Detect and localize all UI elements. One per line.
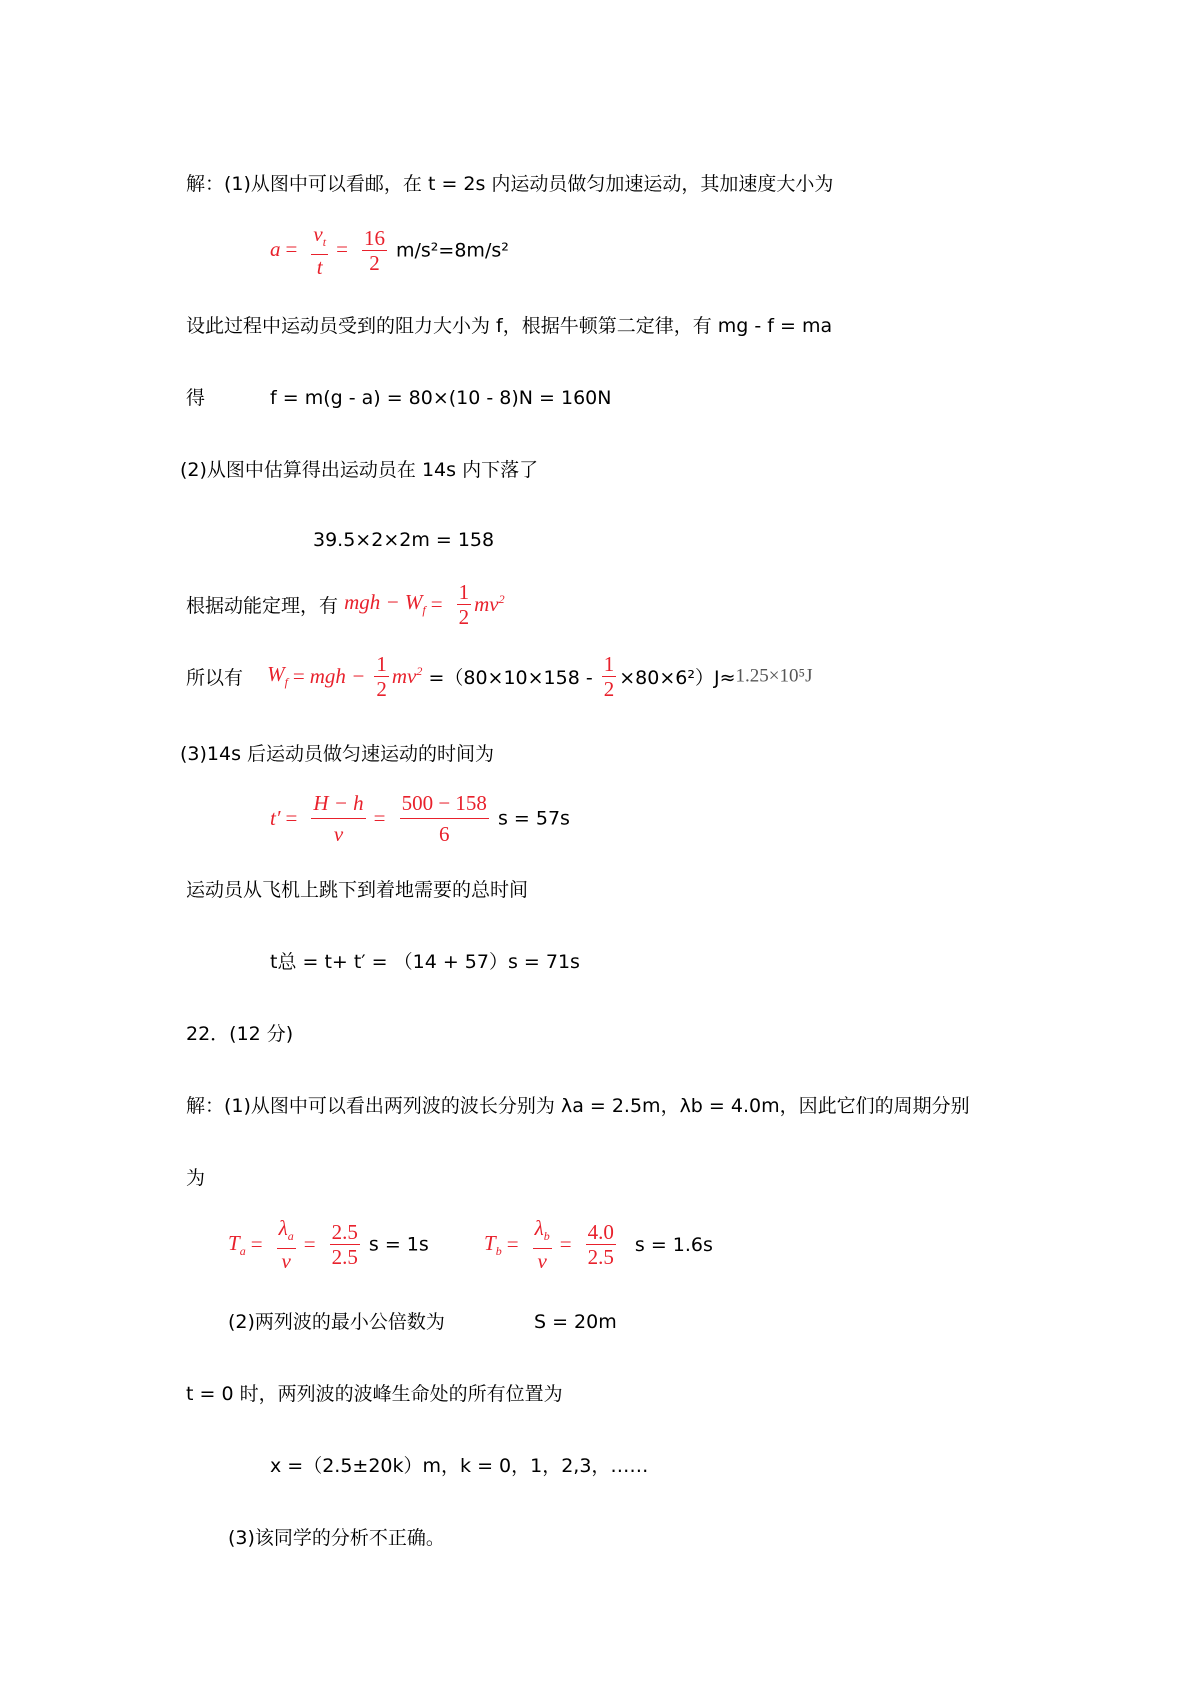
fraction-H-h-over-v: $\frac{H - h}{v}$ bbox=[311, 788, 365, 849]
symbol-a: a bbox=[270, 237, 281, 262]
Ta-result: s = 1s bbox=[368, 1233, 429, 1256]
q22-Tb-equation: $T_b$ = $\frac{\lambda_b}{v}$ = $\frac{4.0}{2.5}$ s = 1.6s bbox=[484, 1216, 713, 1274]
q21-part1-intro: 解：(1)从图中可以看邮，在 t = 2s 内运动员做匀加速运动，其加速度大小为 bbox=[186, 173, 834, 195]
q21-work-calculation: 所以有 $W_f$ = mgh − $\frac{1}{2}$ $mv^2 =(80\times 10\times 158$ - $\frac{1}{2}$ ×80×6²）J≈1.25×10⁵J bbox=[186, 652, 813, 701]
q22-peaks-text: t = 0 时，两列波的波峰生命处的所有位置为 bbox=[186, 1383, 563, 1405]
q22-Ta-equation: $T_a$ = $\frac{\lambda_a}{v}$ = $\frac{2.5}{2.5}$ s = 1s bbox=[228, 1216, 429, 1274]
q21-friction-result: f = m(g - a) = 80×(10 - 8)N = 160N bbox=[270, 387, 612, 409]
fraction-4.0-over-2.5: $\frac{4.0}{2.5}$ bbox=[587, 1220, 614, 1270]
theorem-label: 根据动能定理，有 bbox=[186, 595, 339, 617]
calc-part-b: ×80×6²）J≈ bbox=[619, 667, 736, 689]
fraction-half-3: $\frac{1}{2}$ bbox=[603, 652, 615, 701]
q21-total-time-intro: 运动员从飞机上跳下到着地需要的总时间 bbox=[186, 879, 529, 901]
q21-resistance-text: 设此过程中运动员受到的阻力大小为 f，根据牛顿第二定律，有 mg - f = ma bbox=[186, 315, 833, 337]
q21-time-equation: t′ = $\frac{H - h}{v}$ = $\frac{500 - 158}{6}$ s = 57s bbox=[270, 788, 570, 849]
fraction-half-2: $\frac{1}{2}$ bbox=[376, 652, 387, 701]
Tb-result: s = 1.6s bbox=[634, 1233, 713, 1256]
q21-energy-theorem: 根据动能定理，有 mgh − $W_f$ = $\frac{1}{2}$ $mv^2$ bbox=[186, 580, 505, 629]
q21-fall-height: 39.5×2×2m = 158 bbox=[313, 529, 495, 551]
q21-acceleration-equation: a = $\frac{v_t}{t}$ = $\frac{16}{2}$ m/s²=8m/s² bbox=[270, 222, 509, 280]
fraction-16-over-2: $\frac{16}{2}$ bbox=[363, 226, 385, 276]
q22-header: 22．(12 分) bbox=[186, 1023, 294, 1045]
q21-part2-intro: (2)从图中估算得出运动员在 14s 内下落了 bbox=[180, 459, 539, 481]
fraction-lambda-b-over-v: $\frac{\lambda_b}{v}$ bbox=[534, 1216, 550, 1274]
time-result: s = 57s bbox=[497, 807, 570, 830]
fraction-vt-over-t: $\frac{v_t}{t}$ bbox=[313, 222, 327, 280]
q21-part3-intro: (3)14s 后运动员做匀速运动的时间为 bbox=[180, 743, 495, 765]
energy-equation: mgh − $W_f$ bbox=[344, 590, 426, 618]
soyou-label: 所以有 bbox=[186, 667, 244, 689]
q22-lcm-value: S = 20m bbox=[534, 1311, 617, 1333]
q22-part2-intro: (2)两列波的最小公倍数为 bbox=[228, 1311, 445, 1333]
q22-wei: 为 bbox=[186, 1167, 206, 1189]
q22-part3: (3)该同学的分析不正确。 bbox=[228, 1527, 445, 1549]
q22-part1-intro: 解：(1)从图中可以看出两列波的波长分别为 λa = 2.5m，λb = 4.0m，因此它们的周期分别 bbox=[186, 1095, 970, 1117]
fraction-2.5-over-2.5: $\frac{2.5}{2.5}$ bbox=[331, 1220, 358, 1270]
calc-part-a: =（80×10×158 - bbox=[428, 667, 593, 689]
q21-de-label: 得 bbox=[186, 387, 206, 409]
fraction-half: $\frac{1}{2}$ bbox=[458, 580, 470, 629]
q21-total-time: t总 = t+ t′ = （14 + 57）s = 71s bbox=[270, 951, 580, 973]
fraction-lambda-a-over-v: $\frac{\lambda_a}{v}$ bbox=[278, 1216, 294, 1274]
fraction-500-158-over-6: $\frac{500 - 158}{6}$ bbox=[400, 788, 489, 849]
acceleration-result: m/s²=8m/s² bbox=[396, 239, 509, 262]
work-result: 1.25×10⁵J bbox=[735, 665, 813, 687]
q22-positions: x =（2.5±20k）m，k = 0，1，2,3，…… bbox=[270, 1455, 649, 1477]
